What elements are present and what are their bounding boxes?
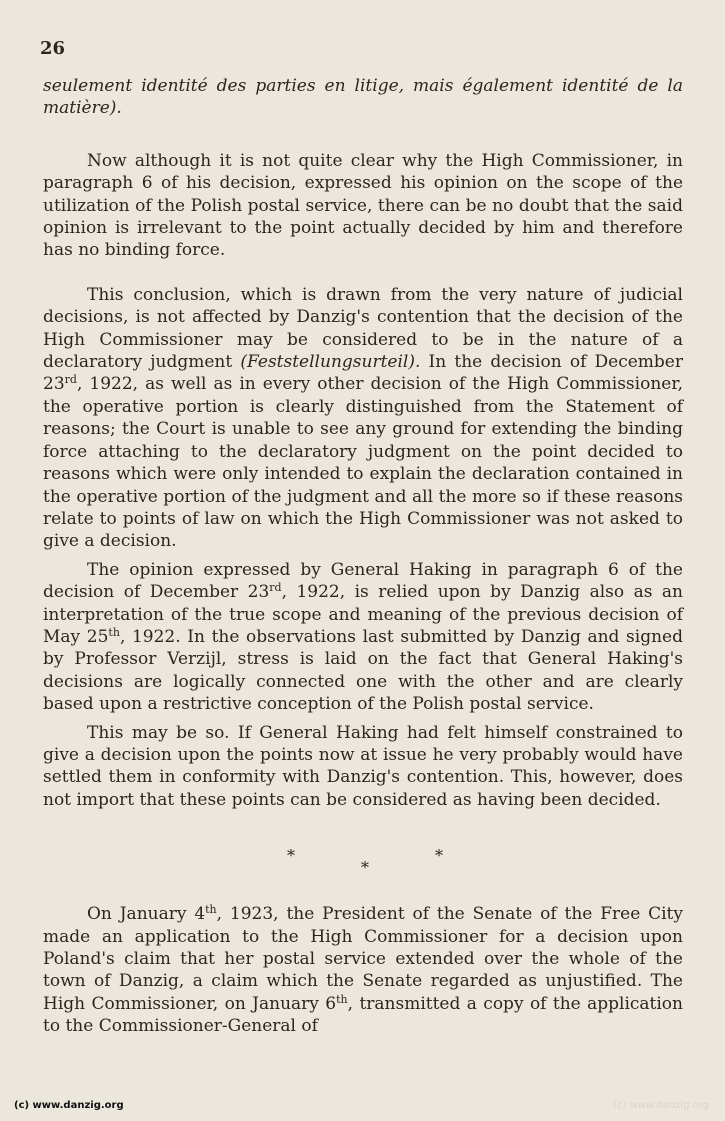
copyright-footer: (c) www.danzig.org [14, 1100, 124, 1111]
p3-text-b: , 1922, is relied upon by Danzig also as an interpretation of the true scope and meaning of the previous decision of May 25 [43, 582, 684, 647]
paragraph-4: This may be so. If General Haking had felt himself constrained to give a decision upon the points now at issue he very probably would have settled them in conformity with Danzig's contention. This, however, does not import that these points can be considered as having been decided. [43, 722, 683, 810]
p2-italic-term: (Feststellungsurteil). [240, 352, 421, 373]
p3-text-a: The opinion expressed by General Haking in paragraph 6 of the decision of December 23 [43, 559, 683, 603]
separator-star: * [361, 858, 369, 878]
p3-sup-1: rd [269, 581, 282, 595]
p3-text-c: , 1922. In the observations last submitted by Danzig and signed by Professor Verzijl, stress is laid on the fact that General Haking's decisions are logically connected one with the other and are clearly based upon a restrictive conception of the Polish postal service. [43, 626, 683, 715]
paragraph-1: Now although it is not quite clear why the High Commissioner, in paragraph 6 of his decision, expressed his opinion on the scope of the utilization of the Polish postal service, there can be no doubt that the said opinion is irrelevant to the point actually decided by him and therefore has no binding force. [43, 150, 683, 261]
separator-star: * [287, 846, 295, 866]
copyright-watermark: (c) www.danzig.org [612, 1100, 709, 1111]
p2-sup: rd [64, 373, 77, 387]
page-number: 26 [40, 38, 66, 59]
section-separator [43, 821, 683, 881]
paragraph-5 [43, 903, 683, 1037]
intro-italic-paragraph: seulement identité des parties en litige, mais également identité de la matière). [43, 76, 683, 119]
paragraph-3 [43, 559, 683, 716]
p5-text-b: , 1923, the President of the Senate of the Free City made an application to the High Commissioner for a decision upon Poland's claim that her postal service extended over the whole of the town of Danzig, a claim which the Senate regarded as unjustified. The High Commissioner, on January 6 [43, 904, 683, 1014]
paragraph-2 [43, 284, 683, 553]
p3-sup-2: th [108, 625, 120, 639]
body-text [43, 75, 683, 1038]
separator-star: * [435, 846, 443, 866]
p5-sup-2: th [336, 992, 348, 1006]
p5-text-c: , transmitted a copy of the application to the Commissioner-General of [43, 993, 683, 1037]
p2-text-a: This conclusion, which is drawn from the very nature of judicial decisions, is not affected by Danzig's contention that the decision of the High Commissioner may be considered to be in the nature of a declaratory judgment [43, 284, 683, 373]
p2-text-b: In the decision of December 23 [43, 352, 683, 395]
p5-sup-1: th [205, 903, 217, 917]
p5-text-a: On January 4 [87, 904, 206, 925]
p2-text-c: , 1922, as well as in every other decision of the High Commissioner, the operative portion is clearly distinguished from the Statement of reasons; the Court is unable to see any ground for extending the binding force attaching to the declaratory judgment on the point decided to reasons which were only intended to explain the declaration contained in the operative portion of the judgment and all the more so if these reasons relate to points of law on which the High Commissioner was not asked to give a decision. [43, 374, 683, 552]
